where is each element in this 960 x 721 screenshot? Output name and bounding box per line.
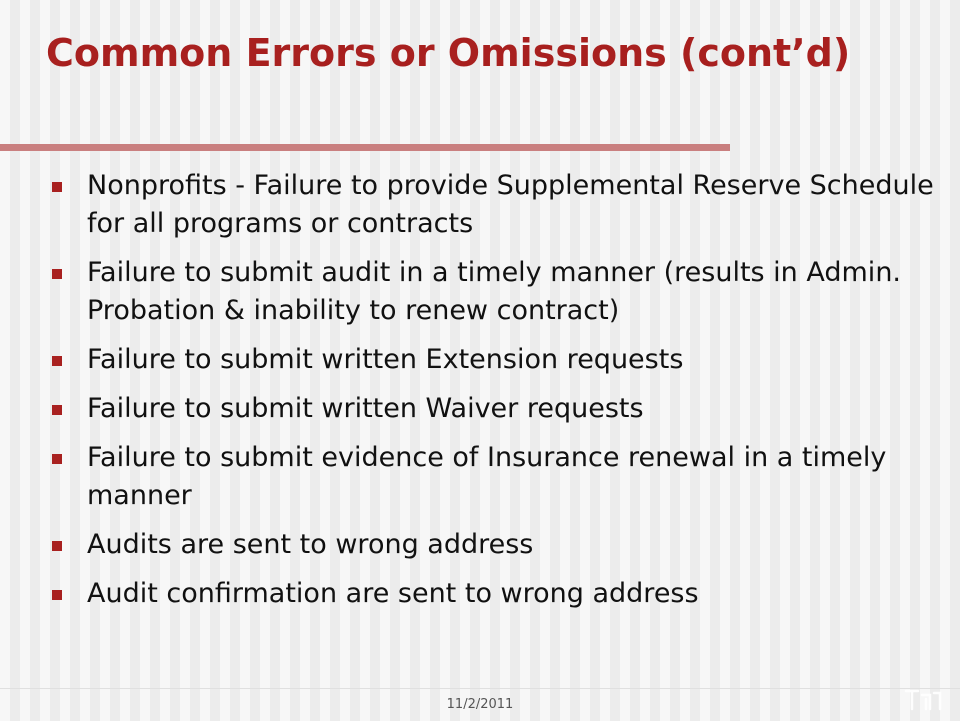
square-bullet-icon — [52, 356, 62, 366]
slide-title: Common Errors or Omissions (cont’d) — [46, 31, 851, 75]
square-bullet-icon — [52, 269, 62, 279]
title-divider — [0, 144, 730, 151]
bullet-text: Failure to submit audit in a timely manner (results in Admin. Probation & inability to renew contract) — [87, 257, 902, 326]
bullet-text: Audits are sent to wrong address — [87, 529, 534, 560]
square-bullet-icon — [52, 541, 62, 551]
bullet-text: Failure to submit written Waiver requests — [87, 393, 644, 424]
footer-divider — [0, 688, 960, 689]
bullet-item — [0, 341, 960, 379]
bullet-item — [0, 390, 960, 428]
square-bullet-icon — [52, 182, 62, 192]
square-bullet-icon — [52, 590, 62, 600]
bullet-item — [0, 439, 960, 515]
bullet-item — [0, 575, 960, 613]
bullet-list — [0, 167, 960, 624]
square-bullet-icon — [52, 405, 62, 415]
footer-date: 11/2/2011 — [446, 697, 514, 712]
logo-watermark-icon — [900, 685, 944, 715]
bullet-text: Failure to submit evidence of Insurance renewal in a timely manner — [87, 442, 887, 511]
bullet-text: Audit confirmation are sent to wrong address — [87, 578, 699, 609]
logo-watermark-graphic — [900, 685, 944, 715]
bullet-text: Failure to submit written Extension requests — [87, 344, 684, 375]
square-bullet-icon — [52, 454, 62, 464]
bullet-text: Nonprofits - Failure to provide Supplemental Reserve Schedule for all programs or contracts — [87, 170, 934, 239]
bullet-item — [0, 254, 960, 330]
bullet-item — [0, 167, 960, 243]
bullet-item — [0, 526, 960, 564]
